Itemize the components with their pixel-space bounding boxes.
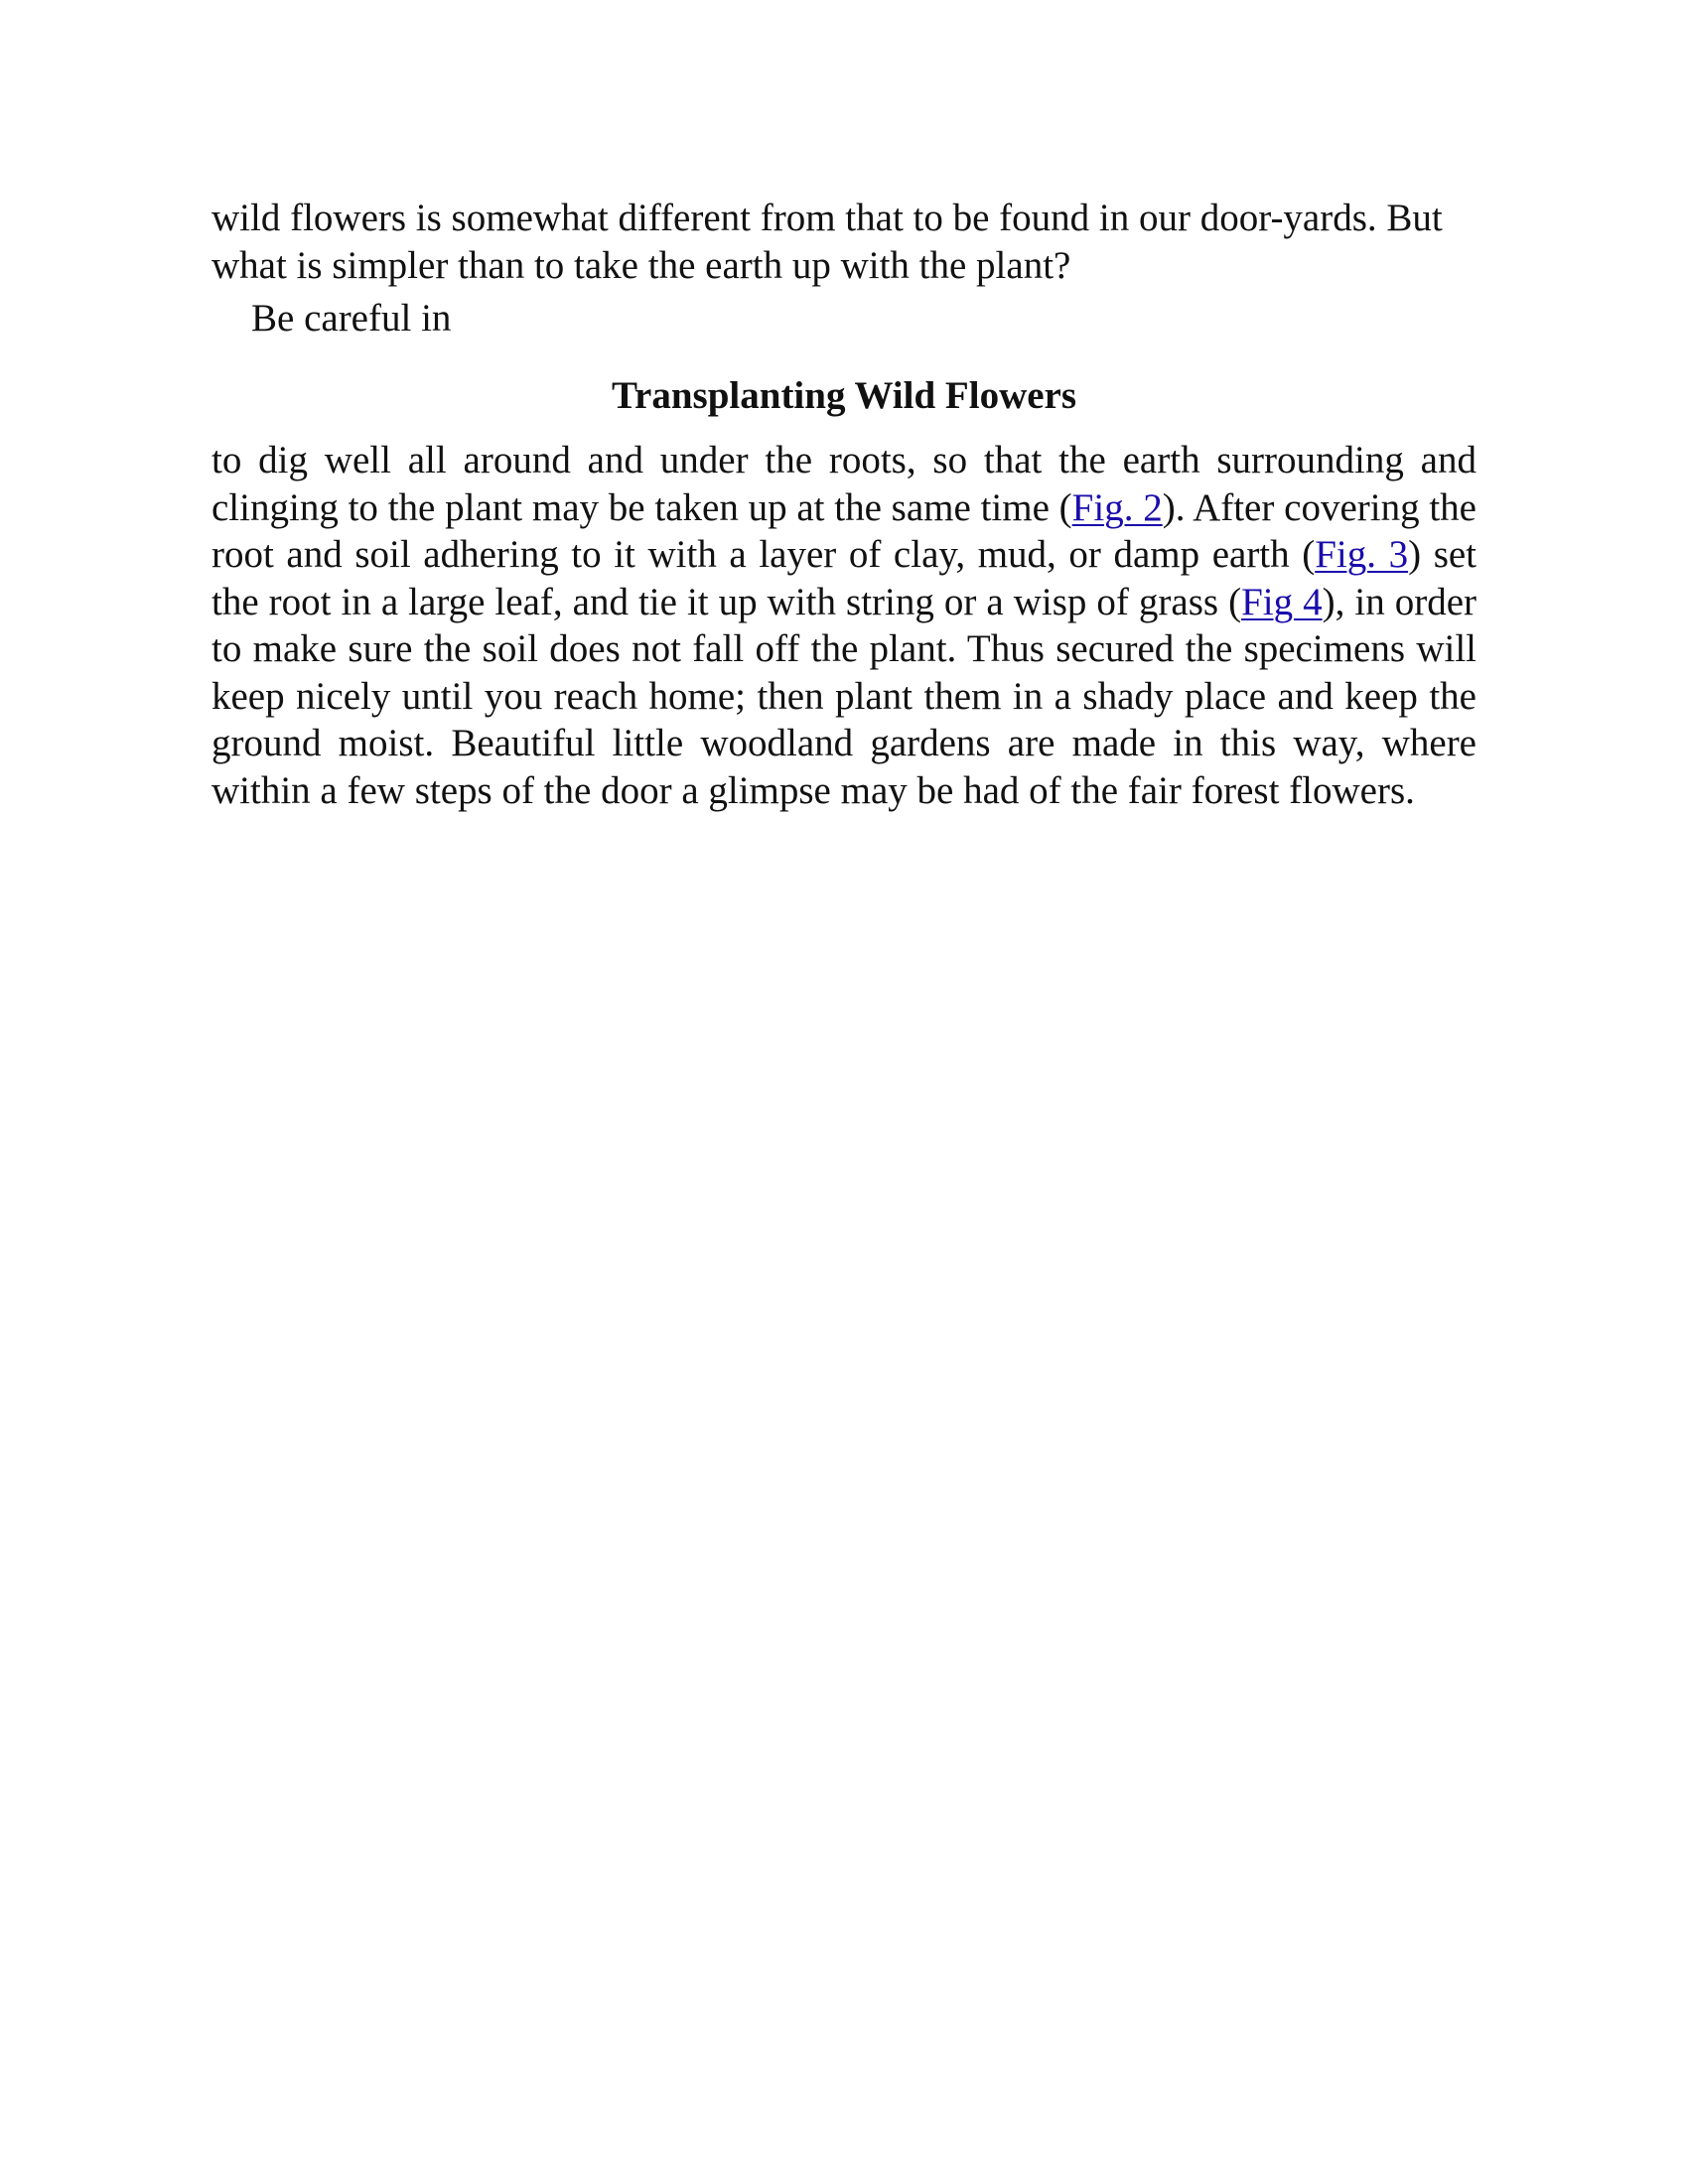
paragraph-text: ), in order to make sure the soil does not fall off the plant. Thus secured the specimens will keep nicely until you reach home; then plant them in a shady place and keep the ground moist. Beautiful little woodland gardens are made in this way, where within a few steps of the door a glimpse may be had of the fair forest flowers. [211, 580, 1477, 812]
paragraph-text: ) set the root in a large leaf, and tie it up with string or a wisp of grass ( [211, 533, 1477, 623]
fig-2-link[interactable]: Fig. 2 [1071, 485, 1163, 529]
document-page [211, 195, 1477, 814]
paragraph-text: to dig well all around and under the roots, so that the earth surrounding and clinging to the plant may be taken up at the same time ( [211, 439, 1477, 529]
paragraph-be-careful: Be careful in [251, 297, 452, 340]
section-heading: Transplanting Wild Flowers [611, 373, 1077, 417]
paragraph-transplanting [211, 437, 1477, 814]
paragraph-text: ). After covering the root and soil adhering to it with a layer of clay, mud, or damp earth ( [211, 485, 1477, 576]
fig-4-link[interactable]: Fig 4 [1241, 580, 1323, 623]
fig-3-link[interactable]: Fig. 3 [1315, 533, 1409, 576]
paragraph-wild-flowers: wild flowers is somewhat different from that to be found in our door-yards. But what is simpler than to take the earth up with the plant? [211, 197, 1443, 287]
